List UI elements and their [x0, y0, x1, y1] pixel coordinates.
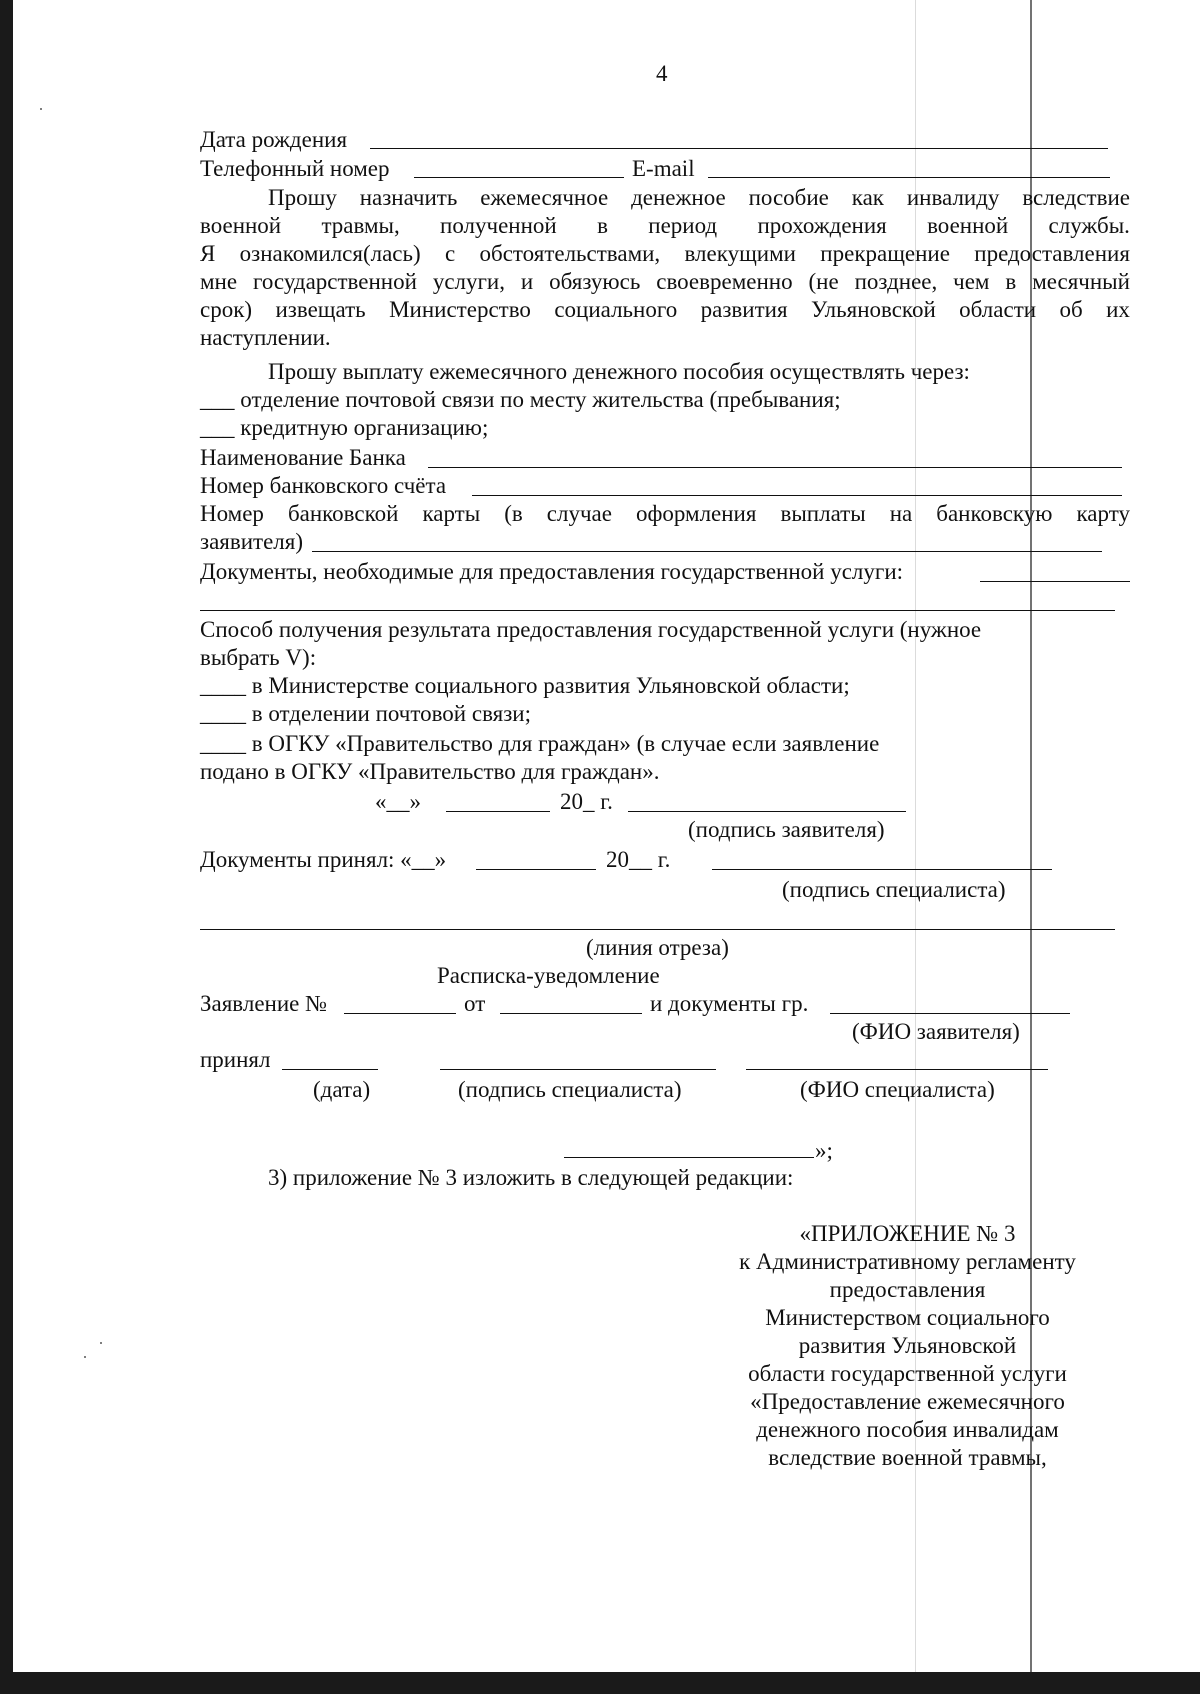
bank-account-label: Номер банковского счёта — [200, 473, 447, 498]
birth-date-label: Дата рождения — [200, 127, 348, 152]
word: мне — [200, 269, 238, 294]
accepted-fio-field[interactable] — [746, 1069, 1048, 1070]
word: полученной — [440, 213, 557, 238]
word: травмы, — [321, 213, 400, 238]
accepted-date-field[interactable] — [282, 1069, 378, 1070]
result-method-line-2: выбрать V): — [200, 645, 317, 670]
word: военной — [927, 213, 1009, 238]
bank-name-field[interactable] — [428, 467, 1122, 468]
request-line-5 — [200, 296, 1130, 324]
appendix-header-line-6: области государственной услуги — [748, 1361, 1067, 1386]
scan-bottom-border — [0, 1672, 1200, 1694]
request-line-3 — [200, 240, 1130, 268]
word: службы. — [1048, 213, 1130, 238]
request-line-4 — [200, 268, 1130, 296]
accepted-label: принял — [200, 1047, 271, 1072]
word: военной — [200, 213, 282, 238]
applicant-signature-field[interactable] — [628, 811, 906, 812]
specialist-fio-caption: (ФИО специалиста) — [800, 1077, 995, 1102]
page-number: 4 — [656, 61, 668, 86]
appendix-header-line-3: предоставления — [829, 1277, 986, 1302]
statement-no-field[interactable] — [344, 1013, 456, 1014]
word: обязуюсь — [549, 269, 641, 294]
appendix-header-line-4: Министерством социального — [765, 1305, 1050, 1330]
applicant-signature-caption: (подпись заявителя) — [688, 817, 885, 842]
word: назначить — [359, 185, 458, 210]
applicant-date-month-field[interactable] — [446, 811, 550, 812]
word: Я — [200, 241, 216, 266]
word: оформления — [635, 501, 757, 526]
word: (не — [808, 269, 839, 294]
word: Министерство — [389, 297, 531, 322]
cut-line — [200, 929, 1115, 930]
closing-blank-line — [564, 1157, 814, 1158]
request-line-2 — [200, 212, 1130, 240]
closing-quote: »; — [815, 1138, 833, 1163]
word: Прошу — [268, 185, 337, 210]
payment-option-post[interactable]: ___ отделение почтовой связи по месту жительства (пребывания; — [200, 387, 841, 412]
word: извещать — [275, 297, 366, 322]
word: Номер — [200, 501, 264, 526]
word: месячный — [1032, 269, 1130, 294]
word: в — [1005, 269, 1017, 294]
appendix-instruction: 3) приложение № 3 изложить в следующей редакции: — [268, 1165, 794, 1190]
word: своевременно — [656, 269, 793, 294]
from-label: от — [464, 991, 486, 1016]
cut-line-caption: (линия отреза) — [586, 935, 729, 960]
word: прохождения — [757, 213, 887, 238]
word: чем — [953, 269, 990, 294]
payment-intro: Прошу выплату ежемесячного денежного пособия осуществлять через: — [268, 359, 970, 384]
email-field[interactable] — [708, 177, 1110, 178]
word: как — [851, 185, 884, 210]
card-line-1 — [200, 500, 1130, 528]
documents-field-line-2[interactable] — [200, 610, 1115, 611]
word: срок) — [200, 297, 253, 322]
email-label: E-mail — [632, 156, 695, 181]
word: влекущими — [684, 241, 796, 266]
statement-no-label: Заявление № — [200, 991, 328, 1016]
word: карту — [1076, 501, 1130, 526]
word: банковскую — [936, 501, 1053, 526]
bank-name-label: Наименование Банка — [200, 445, 406, 470]
applicant-fio-caption: (ФИО заявителя) — [852, 1019, 1020, 1044]
word: об — [1059, 297, 1083, 322]
word: инвалиду — [906, 185, 1000, 210]
accepted-signature-field[interactable] — [440, 1069, 716, 1070]
word: предоставления — [974, 241, 1130, 266]
word: вследствие — [1022, 185, 1130, 210]
payment-option-bank[interactable]: ___ кредитную организацию; — [200, 415, 489, 440]
applicant-date-day: «__» — [375, 789, 421, 814]
scan-speck — [84, 1356, 86, 1358]
appendix-header-line-5: развития Ульяновской — [798, 1333, 1017, 1358]
result-option-ogku-cont: подано в ОГКУ «Правительство для граждан». — [200, 759, 660, 784]
phone-field[interactable] — [414, 177, 624, 178]
specialist-signature-caption: (подпись специалиста) — [782, 877, 1006, 902]
appendix-header-line-9: вследствие военной травмы, — [768, 1445, 1047, 1470]
result-option-post[interactable]: ____ в отделении почтовой связи; — [200, 701, 531, 726]
word: позднее, — [854, 269, 938, 294]
scan-left-border — [0, 0, 13, 1694]
word: период — [648, 213, 718, 238]
word: с — [444, 241, 456, 266]
word: обстоятельствами, — [479, 241, 661, 266]
birth-date-field[interactable] — [370, 148, 1108, 149]
appendix-header-line-7: «Предоставление ежемесячного — [750, 1389, 1065, 1414]
word: выплаты — [780, 501, 866, 526]
word: (в — [504, 501, 523, 526]
word: области — [959, 297, 1037, 322]
specialist-signature-field[interactable] — [712, 869, 1052, 870]
date-caption: (дата) — [313, 1077, 371, 1102]
result-option-ogku[interactable]: ____ в ОГКУ «Правительство для граждан» (в случае если заявление — [200, 731, 880, 756]
scan-speck — [100, 1342, 102, 1344]
word: карты — [422, 501, 481, 526]
docs-citizen-label: и документы гр. — [650, 991, 809, 1016]
documents-label: Документы, необходимые для предоставления государственной услуги: — [200, 559, 904, 584]
word: банковской — [287, 501, 399, 526]
specialist-sign-caption: (подпись специалиста) — [458, 1077, 682, 1102]
word: ежемесячное — [480, 185, 609, 210]
word: случае — [546, 501, 612, 526]
result-method-line-1: Способ получения результата предоставления государственной услуги (нужное — [200, 617, 982, 642]
word: и — [520, 269, 534, 294]
receipt-title: Расписка-уведомление — [437, 963, 660, 988]
bank-account-field[interactable] — [472, 495, 1122, 496]
statement-date-field[interactable] — [500, 1013, 642, 1014]
request-line-1 — [268, 184, 1130, 212]
applicant-date-year: 20_ г. — [560, 789, 613, 814]
word: государственной — [252, 269, 417, 294]
word: социального — [554, 297, 678, 322]
appendix-header-line-1: «ПРИЛОЖЕНИЕ № 3 — [799, 1221, 1016, 1246]
request-line-6: наступлении. — [200, 325, 331, 350]
word: услуги, — [432, 269, 505, 294]
word: их — [1106, 297, 1130, 322]
word: в — [597, 213, 608, 238]
word: пособие — [748, 185, 829, 210]
word: развития — [700, 297, 788, 322]
word: на — [889, 501, 913, 526]
word: ознакомился(лась) — [239, 241, 421, 266]
appendix-header-line-8: денежного пособия инвалидам — [756, 1417, 1059, 1442]
card-number-field[interactable] — [312, 551, 1102, 552]
appendix-header-line-2: к Административному регламенту — [739, 1249, 1076, 1274]
docs-received-year: 20__ г. — [606, 847, 671, 872]
phone-label: Телефонный номер — [200, 156, 390, 181]
applicant-fio-field[interactable] — [830, 1013, 1070, 1014]
card-line-2: заявителя) — [200, 529, 304, 554]
scan-speck — [40, 108, 42, 110]
word: денежное — [631, 185, 726, 210]
word: Ульяновской — [810, 297, 936, 322]
word: прекращение — [820, 241, 950, 266]
documents-field[interactable] — [980, 581, 1130, 582]
docs-received-month-field[interactable] — [476, 869, 596, 870]
docs-received-label: Документы принял: «__» — [200, 847, 447, 872]
result-option-ministry[interactable]: ____ в Министерстве социального развития Ульяновской области; — [200, 673, 850, 698]
